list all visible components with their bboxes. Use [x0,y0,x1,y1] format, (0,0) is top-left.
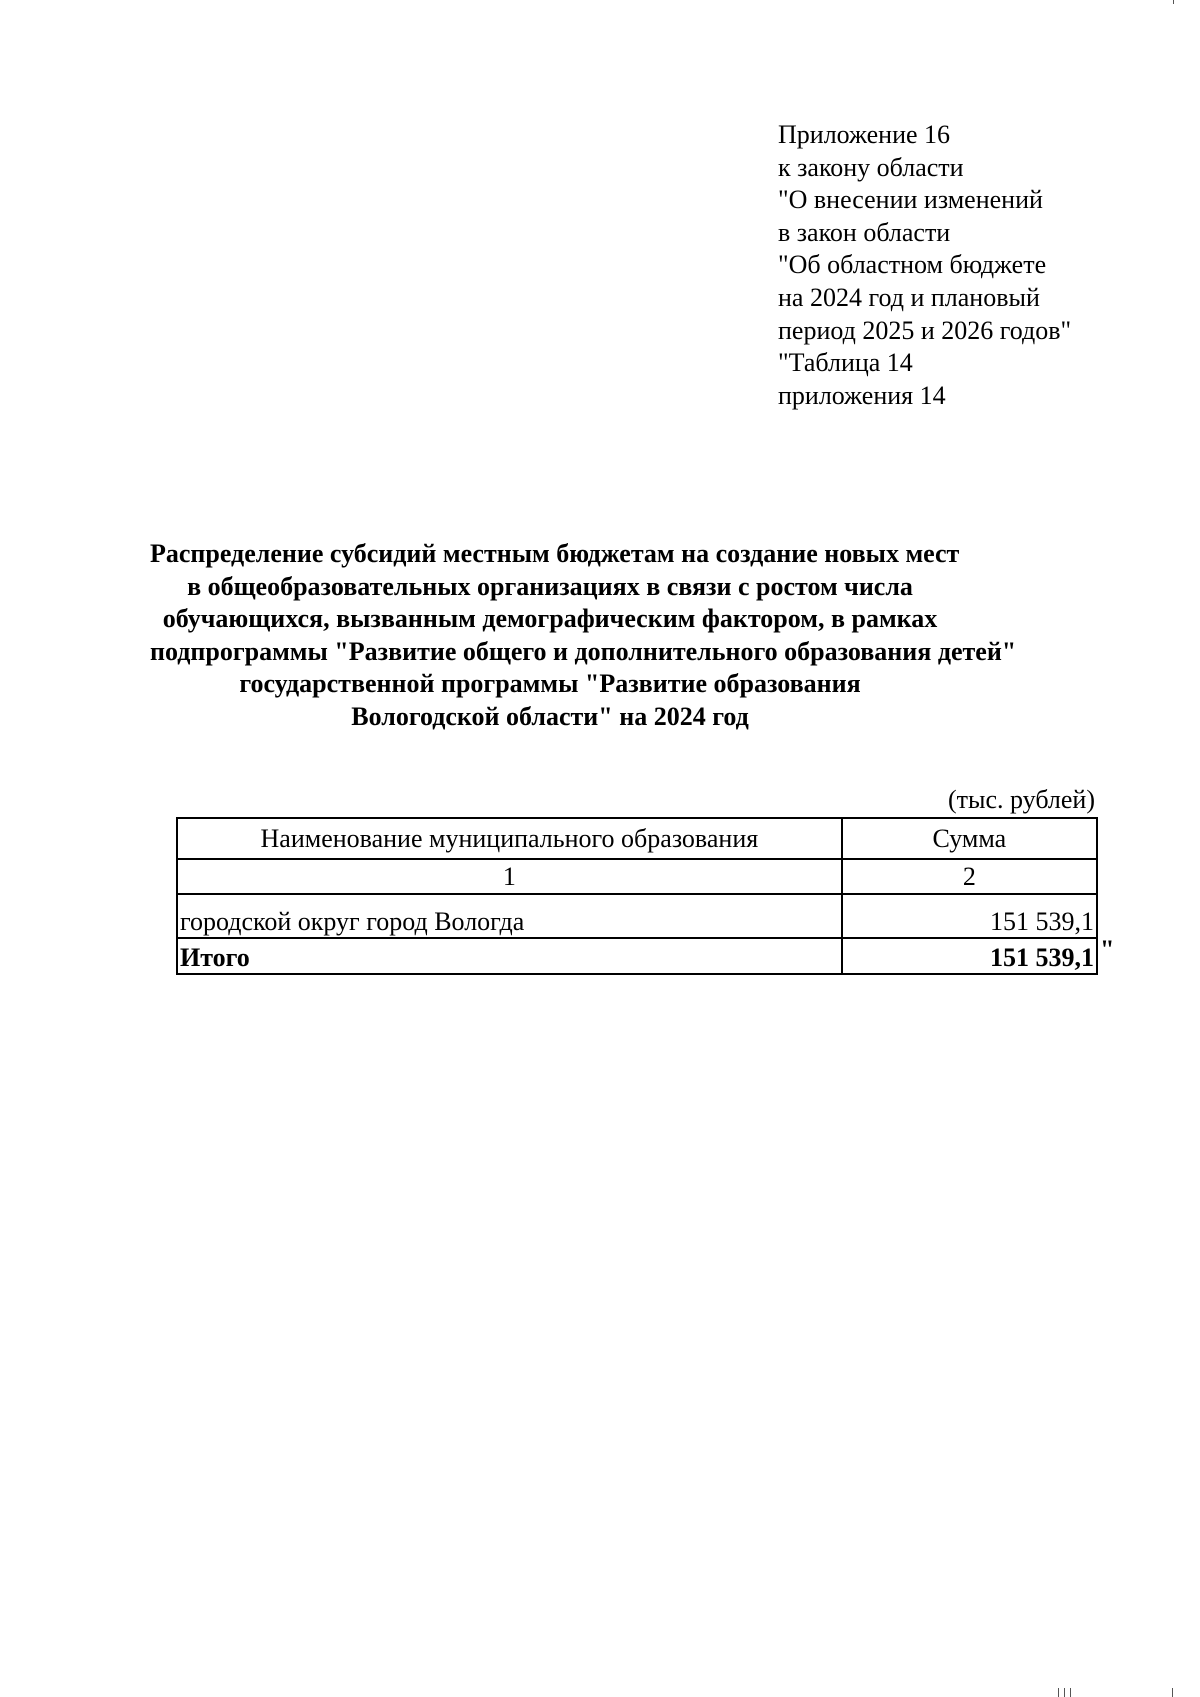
closing-quote: " [1100,935,1115,964]
total-sum: 151 539,1 [842,938,1097,974]
municipality-sum: 151 539,1 [842,894,1097,938]
subsidy-table [176,817,1098,975]
column-number-2: 2 [842,859,1097,894]
scan-edge-mark [1070,1688,1071,1697]
column-number-1: 1 [177,859,842,894]
title-line: подпрограммы "Развитие общего и дополнительного образования детей" [150,636,1017,666]
appendix-line: на 2024 год и плановый [778,282,1040,312]
title-line: Распределение субсидий местным бюджетам на создание новых мест [150,539,960,568]
appendix-line: приложения 14 [778,380,946,410]
header-sum: Сумма [842,818,1097,859]
appendix-line: период 2025 и 2026 годов" [778,315,1072,345]
table-header-row [177,818,1097,859]
appendix-line: "Таблица 14 [778,348,913,378]
title-line: государственной программы "Развитие образования [239,669,861,698]
appendix-line: Приложение 16 [778,120,951,149]
appendix-line: "О внесении изменений [778,185,1043,215]
appendix-block [778,119,1071,412]
municipality-name: городской округ город Вологда [177,894,842,938]
appendix-line: "Об областном бюджете [778,250,1047,280]
table-row [177,894,1097,938]
scan-edge-mark [1173,0,1174,4]
title-line: Вологодской области" на 2024 год [351,701,749,731]
header-municipality: Наименование муниципального образования [177,818,842,859]
scan-edge-mark [1064,1688,1065,1697]
document-title [150,538,1017,733]
column-number-row [177,859,1097,894]
scan-edge-mark [1058,1688,1059,1697]
scan-edge-mark [1172,1688,1173,1697]
appendix-line: к закону области [778,152,964,182]
title-line: в общеобразовательных организациях в связи с ростом числа [187,571,913,601]
total-row [177,938,1097,974]
units-label: (тыс. рублей) [947,785,1095,814]
total-label: Итого [177,938,842,974]
title-line: обучающихся, вызванным демографическим фактором, в рамках [162,604,938,633]
appendix-line: в закон области [778,217,951,247]
